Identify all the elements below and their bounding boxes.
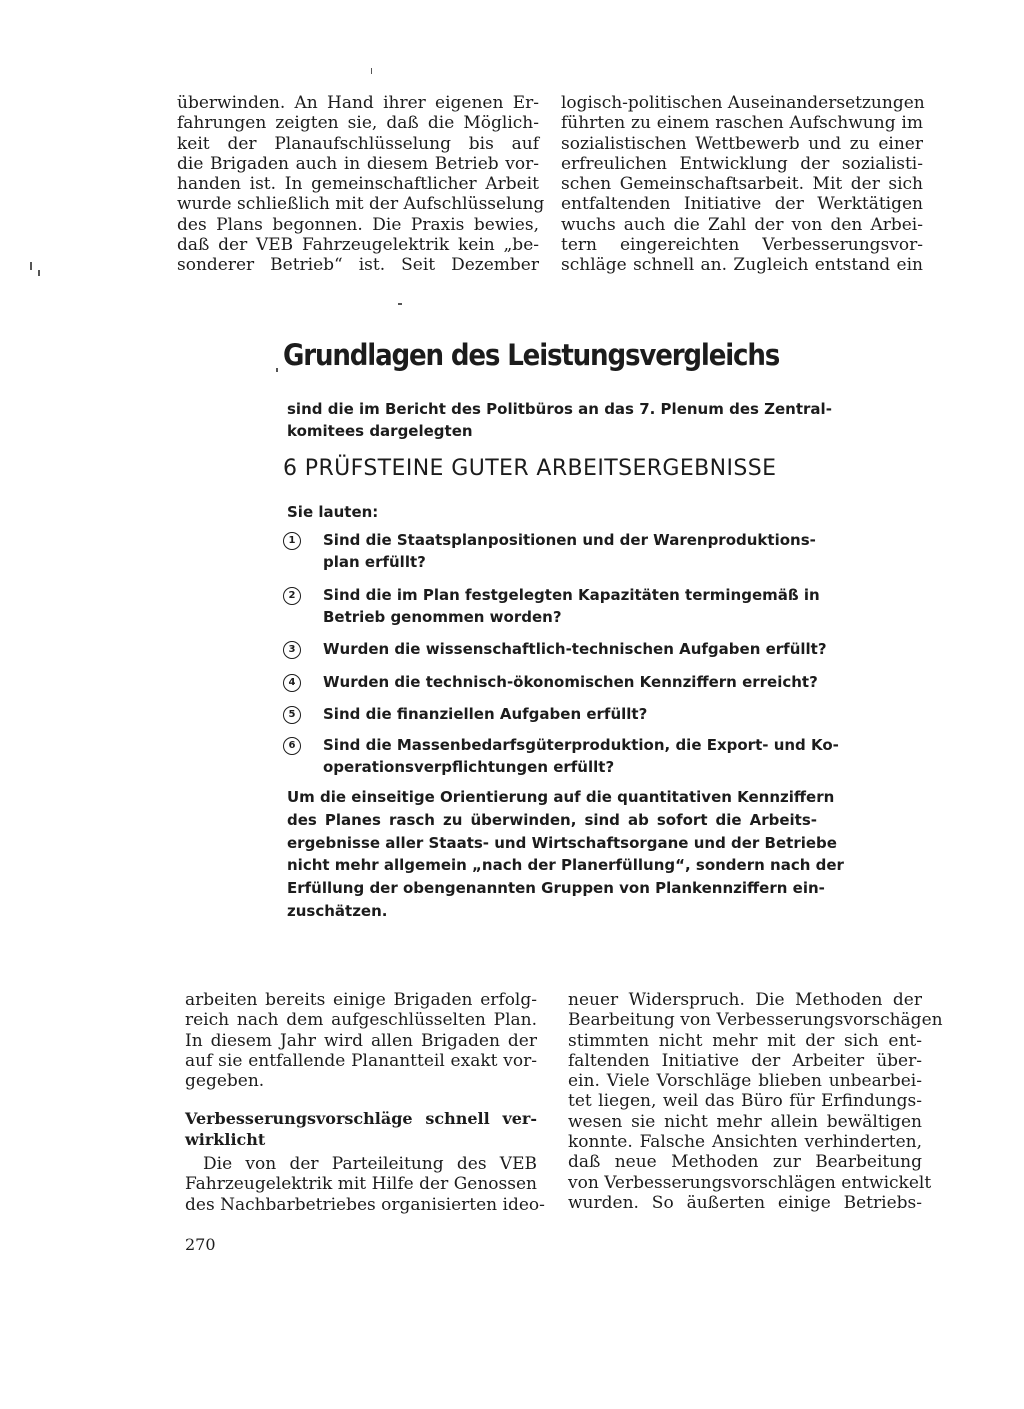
text-line: operationsverpflichtungen erfüllt? (323, 758, 615, 776)
text-line: des Planes rasch zu überwinden, sind ab sofort die Arbeits- (287, 810, 817, 829)
text-line: Um die einseitige Orientierung auf die quantitativen Kennziffern (287, 788, 835, 806)
text-line: tern eingereichten Verbesserungsvor- (561, 235, 923, 256)
text-line: wurde schließlich mit der Aufschlüsselung (177, 194, 545, 215)
text-line: Sind die im Plan festgelegten Kapazitäten termingemäß in (323, 586, 820, 604)
page-number: 270 (185, 1235, 216, 1254)
text-line: Bearbeitung von Verbesserungsvorschägen (568, 1010, 943, 1031)
text-line: Betrieb genommen worden? (323, 608, 562, 626)
text-line: logisch-politischen Auseinandersetzungen (561, 93, 925, 113)
text-line: entfaltenden Initiative der Werktätigen (561, 194, 923, 215)
circled-number: 5 (283, 706, 301, 724)
circled-number: 2 (283, 587, 301, 605)
text-line: komitees dargelegten (287, 422, 473, 440)
text-line: überwinden. An Hand ihrer eigenen Er- (177, 93, 539, 113)
text-line: Erfüllung der obengenannten Gruppen von Plankennziffern ein- (287, 879, 825, 898)
text-line: sonderer Betrieb“ ist. Seit Dezember (177, 255, 539, 276)
text-line: gegeben. (185, 1071, 265, 1092)
text-line: daß der VEB Fahrzeugelektrik kein „be- (177, 235, 539, 256)
criterion-text (323, 584, 820, 628)
text-line: erfreulichen Entwicklung der sozialisti- (561, 153, 923, 174)
text-line: stimmten nicht mehr mit der sich ent- (568, 1030, 922, 1051)
text-line: Sind die finanziellen Aufgaben erfüllt? (323, 705, 648, 723)
bottom-left-column (185, 990, 537, 1091)
criterion-text (323, 638, 827, 660)
text-line: wesen sie nicht mehr allein bewältigen (568, 1111, 922, 1132)
text-line: Wurden die wissenschaftlich-technischen Aufgaben erfüllt? (323, 640, 827, 658)
text-line: Sind die Staatsplanpositionen und der Warenproduktions- (323, 531, 816, 549)
criterion-text (323, 734, 839, 778)
text-line: wirklicht (185, 1130, 266, 1149)
insert-lead: Sie lauten: (287, 503, 379, 521)
text-line: schen Gemeinschaftsarbeit. Mit der sich (561, 174, 923, 195)
text-line: Wurden die technisch-ökonomischen Kennziffern erreicht? (323, 673, 818, 691)
insert-heading: 6 PRÜFSTEINE GUTER ARBEITSERGEBNISSE (283, 456, 777, 481)
text-line: nicht mehr allgemein „nach der Planerfüllung“, sondern nach der (287, 856, 844, 875)
text-line: daß neue Methoden zur Bearbeitung (568, 1152, 922, 1173)
text-line: die Brigaden auch in diesem Betrieb vor- (177, 153, 539, 174)
text-line: von Verbesserungsvorschlägen entwickelt (568, 1172, 932, 1193)
text-line: fahrungen zeigten sie, daß die Möglich- (177, 113, 539, 134)
circled-number: 3 (283, 641, 301, 659)
text-line: In diesem Jahr wird allen Brigaden der (185, 1030, 537, 1051)
text-line: auf sie entfallende Planantteil exakt vor- (185, 1050, 537, 1071)
text-line: Verbesserungsvorschläge schnell ver- (185, 1109, 537, 1128)
text-line: führten zu einem raschen Aufschwung im (561, 113, 923, 134)
insert-intro (287, 398, 832, 442)
text-line: reich nach dem aufgeschlüsselten Plan. (185, 1010, 537, 1031)
circled-number: 1 (283, 532, 301, 550)
text-line: plan erfüllt? (323, 553, 426, 571)
scan-speck (398, 303, 402, 305)
text-line: sozialistischen Wettbewerb und zu einer (561, 133, 923, 154)
top-right-column (561, 93, 923, 276)
criterion-text (323, 671, 818, 693)
text-line: Fahrzeugelektrik mit Hilfe der Genossen (185, 1174, 537, 1195)
scan-speck (30, 262, 32, 270)
criterion-text (323, 529, 816, 573)
text-line: des Nachbarbetriebes organisierten ideo- (185, 1194, 545, 1215)
text-line: konnte. Falsche Ansichten verhinderten, (568, 1132, 922, 1153)
circled-number: 6 (283, 737, 301, 755)
scan-speck (38, 270, 40, 276)
top-left-column (177, 93, 545, 276)
text-line: wurden. So äußerten einige Betriebs- (568, 1192, 922, 1213)
section-subheading (185, 1108, 537, 1150)
insert-closing (287, 786, 844, 923)
text-line: schläge schnell an. Zugleich entstand ein (561, 255, 923, 276)
scan-speck (371, 68, 372, 74)
text-line: wuchs auch die Zahl der von den Arbei- (561, 214, 923, 235)
circled-number: 4 (283, 674, 301, 692)
text-line: des Plans begonnen. Die Praxis bewies, (177, 214, 539, 235)
text-line: zuschätzen. (287, 901, 388, 920)
scan-speck (276, 368, 278, 372)
text-line: ergebnisse aller Staats- und Wirtschaftsorgane und der Betriebe (287, 833, 837, 852)
text-line: handen ist. In gemeinschaftlicher Arbeit (177, 174, 539, 195)
criterion-text (323, 703, 813, 725)
text-line: arbeiten bereits einige Brigaden erfolg- (185, 990, 537, 1010)
bottom-left-column-continued (185, 1154, 545, 1215)
text-line: faltenden Initiative der Arbeiter über- (568, 1050, 922, 1071)
bottom-right-column (568, 990, 943, 1213)
text-line: sind die im Bericht des Politbüros an das 7. Plenum des Zentral- (287, 400, 832, 418)
text-line: keit der Planaufschlüsselung bis auf (177, 133, 539, 154)
insert-title: Grundlagen des Leistungsvergleichs (283, 338, 780, 372)
text-line: ein. Viele Vorschläge blieben unbearbei- (568, 1071, 922, 1092)
text-line: Die von der Parteileitung des VEB (203, 1154, 537, 1174)
text-line: neuer Widerspruch. Die Methoden der (568, 990, 922, 1010)
text-line: tet liegen, weil das Büro für Erfindungs- (568, 1091, 922, 1112)
text-line: Sind die Massenbedarfsgüterproduktion, die Export- und Ko- (323, 736, 839, 754)
